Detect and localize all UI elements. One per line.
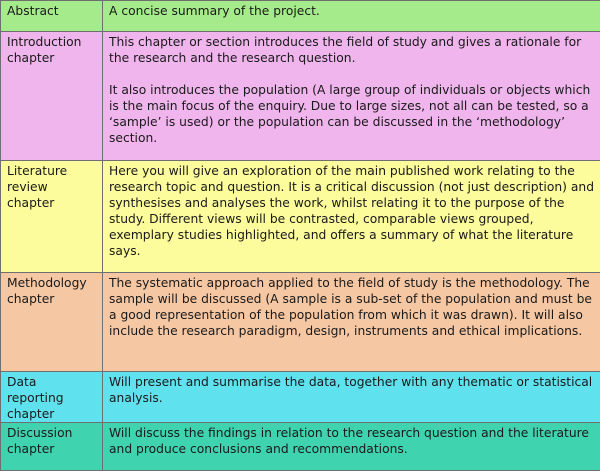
description-paragraph: The systematic approach applied to the field of study is the methodology. The sample will be discussed (A sample is a sub-set of the population and must be a good representation of the population from which it was drawn). It will also include the research paradigm, design, instruments and ethical implications. bbox=[109, 275, 594, 339]
table-row-literature-review bbox=[1, 161, 600, 273]
description-paragraph: Will present and summarise the data, together with any thematic or statistical analysis. bbox=[109, 374, 594, 406]
row-label: Methodology chapter bbox=[1, 273, 103, 372]
table-row-discussion bbox=[1, 423, 600, 471]
description-paragraph: Will discuss the findings in relation to the research question and the literature and produce conclusions and recommendations. bbox=[109, 425, 594, 457]
table-row-methodology bbox=[1, 273, 600, 372]
row-description bbox=[103, 1, 600, 32]
row-description bbox=[103, 161, 600, 273]
row-description bbox=[103, 273, 600, 372]
table-row-introduction bbox=[1, 32, 600, 161]
description-paragraph: Here you will give an exploration of the main published work relating to the research topic and question. It is a critical discussion (not just description) and synthesises and analyses the work, whilst relating it to the purpose of the study. Different views will be contrasted, comparable views grouped, exemplary studies highlighted, and offers a summary of what the literature says. bbox=[109, 163, 594, 259]
row-label: Abstract bbox=[1, 1, 103, 32]
row-description bbox=[103, 423, 600, 471]
table-row-data-reporting bbox=[1, 372, 600, 423]
row-description bbox=[103, 32, 600, 161]
table-row-abstract bbox=[1, 1, 600, 32]
row-description bbox=[103, 372, 600, 423]
row-label: Introduction chapter bbox=[1, 32, 103, 161]
description-paragraph: A concise summary of the project. bbox=[109, 3, 594, 19]
description-paragraph: This chapter or section introduces the field of study and gives a rationale for the research and the research question. bbox=[109, 34, 594, 66]
row-label: Data reporting chapter bbox=[1, 372, 103, 423]
row-label: Discussion chapter bbox=[1, 423, 103, 471]
description-paragraph: It also introduces the population (A large group of individuals or objects which is the main focus of the enquiry. Due to large sizes, not all can be tested, so a ‘sample’ is used) or the population can be discussed in the ‘methodology’ section. bbox=[109, 82, 594, 146]
row-label: Literature review chapter bbox=[1, 161, 103, 273]
